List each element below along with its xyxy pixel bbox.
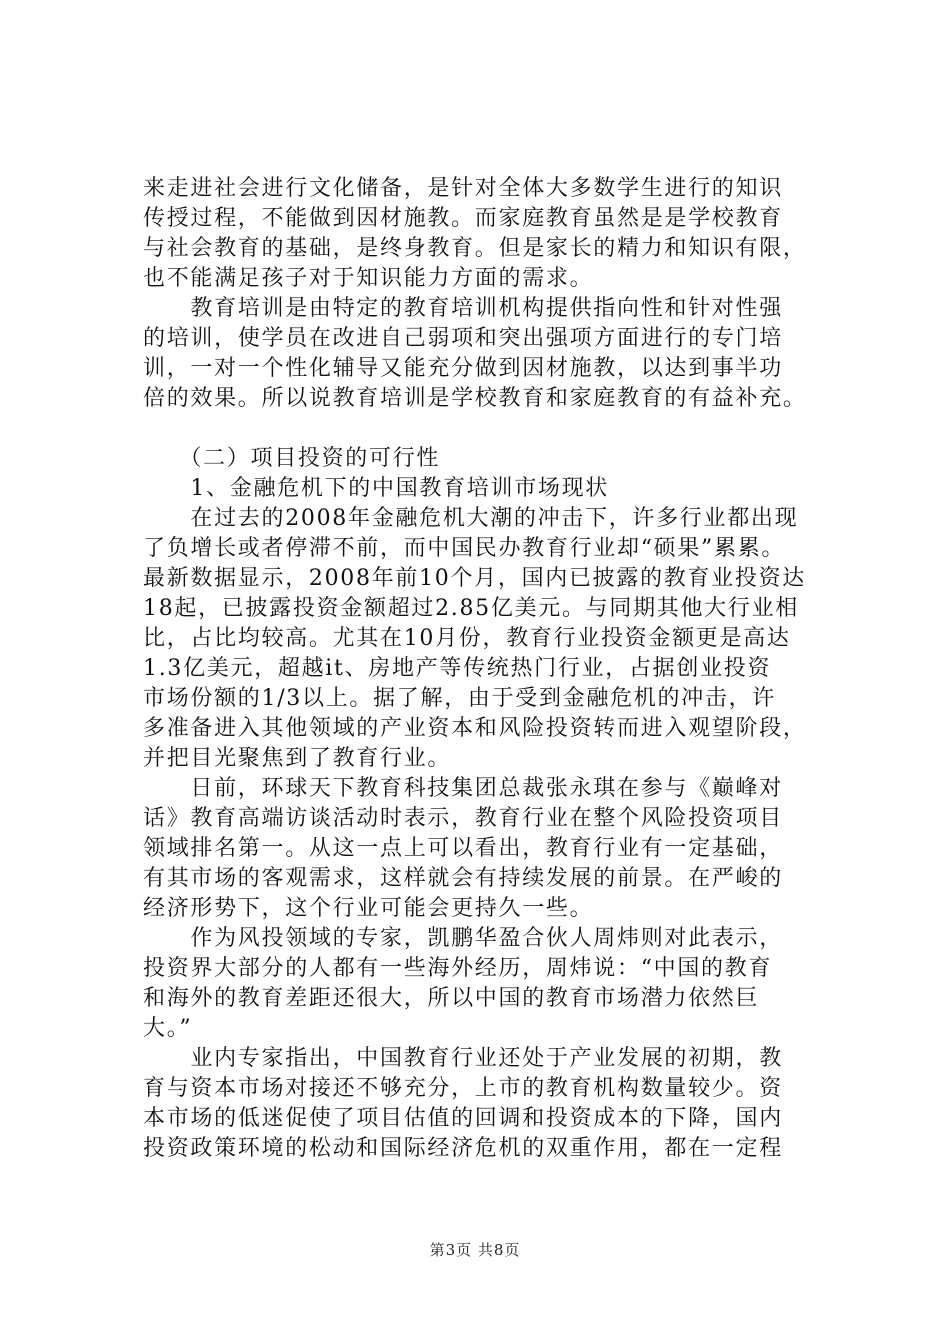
text-line: 投资政策环境的松动和国际经济危机的双重作用，都在一定程 <box>143 1136 783 1161</box>
text-line: 与社会教育的基础，是终身教育。但是家长的精力和知识有限， <box>143 236 807 261</box>
text-line: 传授过程，不能做到因材施教。而家庭教育虽然是是学校教育 <box>143 206 783 231</box>
subsection-heading: 1、金融危机下的中国教育培训市场现状 <box>143 476 609 501</box>
text-line: 市场份额的1/3以上。据了解，由于受到金融危机的冲击，许 <box>143 686 777 711</box>
text-line: 投资界大部分的人都有一些海外经历，周炜说：“中国的教育 <box>143 956 773 981</box>
text-line: 和海外的教育差距还很大，所以中国的教育市场潜力依然巨 <box>143 986 760 1011</box>
text-line: 作为风投领域的专家，凯鹏华盈合伙人周炜则对此表示， <box>143 926 783 951</box>
text-line: 日前，环球天下教育科技集团总裁张永琪在参与《巅峰对 <box>143 776 783 801</box>
text-line: 在过去的2008年金融危机大潮的冲击下，许多行业都出现 <box>143 506 799 531</box>
blank-line <box>143 414 843 444</box>
text-line: 的培训，使学员在改进自己弱项和突出强项方面进行的专门培 <box>143 326 783 351</box>
text-line: 本市场的低迷促使了项目估值的回调和投资成本的下降，国内 <box>143 1106 783 1131</box>
text-line: 18起，已披露投资金额超过2.85亿美元。与同期其他大行业相 <box>143 596 799 621</box>
text-line: 了负增长或者停滞不前，而中国民办教育行业却“硕果”累累。 <box>143 536 786 561</box>
text-line: 最新数据显示，2008年前10个月，国内已披露的教育业投资达 <box>143 566 806 591</box>
text-line: 也不能满足孩子对于知识能力方面的需求。 <box>143 266 594 291</box>
text-line: 来走进社会进行文化储备，是针对全体大多数学生进行的知识 <box>143 176 783 201</box>
section-heading: （二）项目投资的可行性 <box>143 446 441 471</box>
text-line: 话》教育高端访谈活动时表示，教育行业在整个风险投资项目 <box>143 806 783 831</box>
text-line: 经济形势下，这个行业可能会更持久一些。 <box>143 896 594 921</box>
text-line: 教育培训是由特定的教育培训机构提供指向性和针对性强 <box>143 296 783 321</box>
text-line: 并把目光聚焦到了教育行业。 <box>143 746 452 771</box>
text-line: 业内专家指出，中国教育行业还处于产业发展的初期，教 <box>143 1046 783 1071</box>
text-line: 倍的效果。所以说教育培训是学校教育和家庭教育的有益补充。 <box>143 386 807 411</box>
document-body <box>143 174 843 1164</box>
text-line: 训，一对一个性化辅导又能充分做到因材施教，以达到事半功 <box>143 356 783 381</box>
text-line: 育与资本市场对接还不够充分，上市的教育机构数量较少。资 <box>143 1076 783 1101</box>
text-line: 领域排名第一。从这一点上可以看出，教育行业有一定基础， <box>143 836 783 861</box>
text-line: 大。” <box>143 1016 193 1041</box>
text-line: 1.3亿美元，超越it、房地产等传统热门行业，占据创业投资 <box>143 656 772 681</box>
text-line: 有其市场的客观需求，这样就会有持续发展的前景。在严峻的 <box>143 866 783 891</box>
text-line: 多准备进入其他领域的产业资本和风险投资转而进入观望阶段， <box>143 716 807 741</box>
page-number-footer: 第3页 共8页 <box>429 1241 521 1259</box>
text-line: 比，占比均较高。尤其在10月份，教育行业投资金额更是高达 <box>143 626 791 651</box>
